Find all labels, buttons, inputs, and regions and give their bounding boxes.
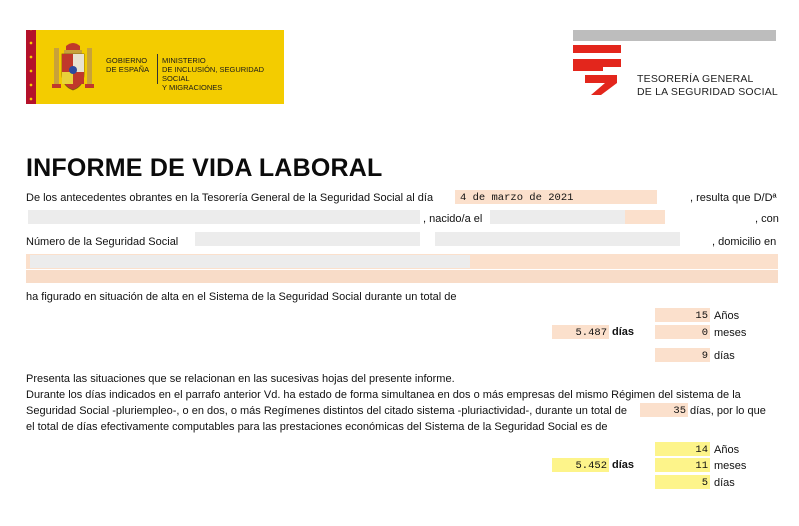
- report-date: 4 de marzo de 2021: [460, 192, 574, 204]
- total-years: 15: [695, 310, 708, 322]
- gov-separator: [157, 54, 158, 84]
- gov-flag-stripe: [26, 30, 36, 104]
- redacted-address: [30, 255, 470, 268]
- total-days-label: días: [612, 326, 635, 338]
- page-title: INFORME DE VIDA LABORAL: [26, 154, 383, 182]
- coat-of-arms-icon: [52, 40, 94, 94]
- total-years-label: Años: [714, 310, 740, 322]
- tgss-logo-icon: [573, 45, 621, 95]
- alta-sentence: ha figurado en situación de alta en el Sistema de la Seguridad Social durante un total de: [26, 291, 457, 303]
- ministry-name: MINISTERIO DE INCLUSIÓN, SEGURIDAD SOCIAL Y MIGRACIONES: [162, 56, 265, 92]
- redacted-nss: [195, 232, 420, 246]
- total-days: 5.487: [575, 327, 607, 339]
- gov-name: GOBIERNO DE ESPAÑA: [106, 56, 150, 74]
- redacted-id: [435, 232, 680, 246]
- tgss-name: TESORERÍA GENERAL DE LA SEGURIDAD SOCIAL: [637, 73, 778, 98]
- redacted-birthdate: [490, 210, 625, 224]
- overlap-days: 35: [673, 405, 686, 417]
- effective-years: 14: [695, 444, 708, 456]
- intro-suffix: , resulta que D/Dª: [690, 192, 777, 204]
- effective-years-label: Años: [714, 444, 740, 456]
- total-days-rem: 9: [701, 350, 708, 362]
- con-label: , con: [755, 213, 779, 225]
- effective-days: 5.452: [575, 460, 607, 472]
- paragraph-line2: Durante los días indicados en el parrafo anterior Vd. ha estado de forma simultanea en dos o más empresas del mismo Régimen del sistema de la: [26, 389, 741, 401]
- tgss-top-bar: [573, 30, 776, 41]
- effective-months: 11: [695, 460, 708, 472]
- overlap-days-suffix: días, por lo que: [690, 405, 766, 417]
- total-months: 0: [701, 327, 708, 339]
- effective-days-label: días: [612, 459, 635, 471]
- born-label: , nacido/a el: [423, 213, 483, 225]
- paragraph-line1: Presenta las situaciones que se relacionan en las sucesivas hojas del presente informe.: [26, 373, 455, 385]
- total-days-rem-label: días: [714, 350, 735, 362]
- address-field-bg-2: [26, 270, 778, 283]
- birthdate-field-bg: [625, 210, 665, 224]
- domicilio-label: , domicilio en: [712, 236, 777, 248]
- total-months-label: meses: [714, 327, 747, 339]
- nss-label: Número de la Seguridad Social: [26, 236, 179, 248]
- effective-days-rem-label: días: [714, 477, 735, 489]
- intro-prefix: De los antecedentes obrantes en la Tesorería General de la Seguridad Social al día: [26, 192, 434, 204]
- effective-months-label: meses: [714, 460, 747, 472]
- paragraph-line3: Seguridad Social -pluriempleo-, o en dos, o más Regímenes distintos del citado sistema -pluriactividad-, durante un total de: [26, 405, 628, 417]
- paragraph-line4: el total de días efectivamente computables para las prestaciones económicas del Sistema de la Seguridad Social es de: [26, 421, 608, 433]
- redacted-name: [28, 210, 420, 224]
- effective-days-rem: 5: [701, 477, 708, 489]
